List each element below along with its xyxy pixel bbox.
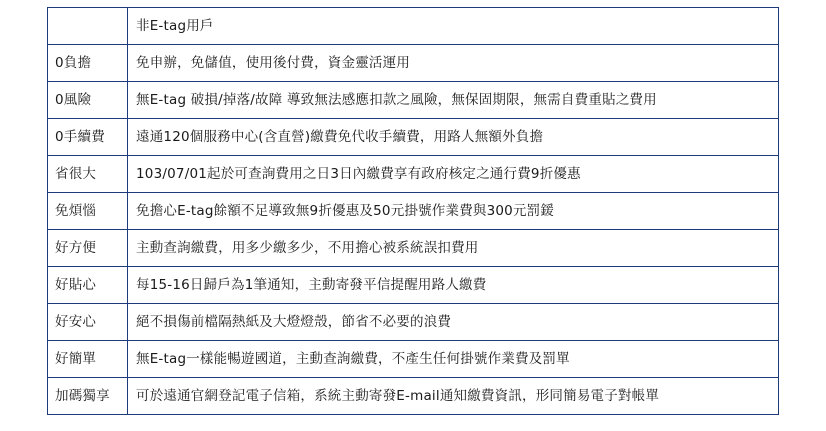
row-value-cell: 可於遠通官網登記電子信箱，系統主動寄發E-mail通知繳費資訊，形同簡易電子對帳單 [128,378,779,415]
table-row [48,45,779,82]
row-label-cell: 好簡單 [48,341,128,378]
table-header-row [48,8,779,45]
row-value-cell: 103/07/01起於可查詢費用之日3日內繳費享有政府核定之通行費9折優惠 [128,156,779,193]
row-value-cell: 免申辦，免儲值，使用後付費，資金靈活運用 [128,45,779,82]
table-row [48,119,779,156]
table-row [48,267,779,304]
row-label-cell: 好方便 [48,230,128,267]
comparison-table-container [47,7,779,415]
row-value-cell: 免擔心E-tag餘額不足導致無9折優惠及50元掛號作業費與300元罰鍰 [128,193,779,230]
row-value-cell: 每15-16日歸戶為1筆通知，主動寄發平信提醒用路人繳費 [128,267,779,304]
row-value-cell: 主動查詢繳費，用多少繳多少，不用擔心被系統誤扣費用 [128,230,779,267]
row-value-cell: 無E-tag一樣能暢遊國道，主動查詢繳費，不產生任何掛號作業費及罰單 [128,341,779,378]
row-label-cell: 好貼心 [48,267,128,304]
table-row [48,193,779,230]
comparison-table [47,7,779,415]
header-value-cell: 非E-tag用戶 [128,8,779,45]
row-value-cell: 無E-tag 破損/掉落/故障 導致無法感應扣款之風險，無保固期限，無需自費重貼之費用 [128,82,779,119]
row-label-cell: 加碼獨享 [48,378,128,415]
row-label-cell: 免煩惱 [48,193,128,230]
row-value-cell: 遠通120個服務中心(含直營)繳費免代收手續費，用路人無額外負擔 [128,119,779,156]
row-label-cell: 省很大 [48,156,128,193]
row-label-cell: 0負擔 [48,45,128,82]
row-value-cell: 絕不損傷前檔隔熱紙及大燈燈殼，節省不必要的浪費 [128,304,779,341]
table-row [48,82,779,119]
table-row [48,341,779,378]
table-row [48,156,779,193]
table-row [48,230,779,267]
header-label-cell [48,8,128,45]
row-label-cell: 好安心 [48,304,128,341]
table-row [48,304,779,341]
table-row [48,378,779,415]
row-label-cell: 0風險 [48,82,128,119]
row-label-cell: 0手續費 [48,119,128,156]
